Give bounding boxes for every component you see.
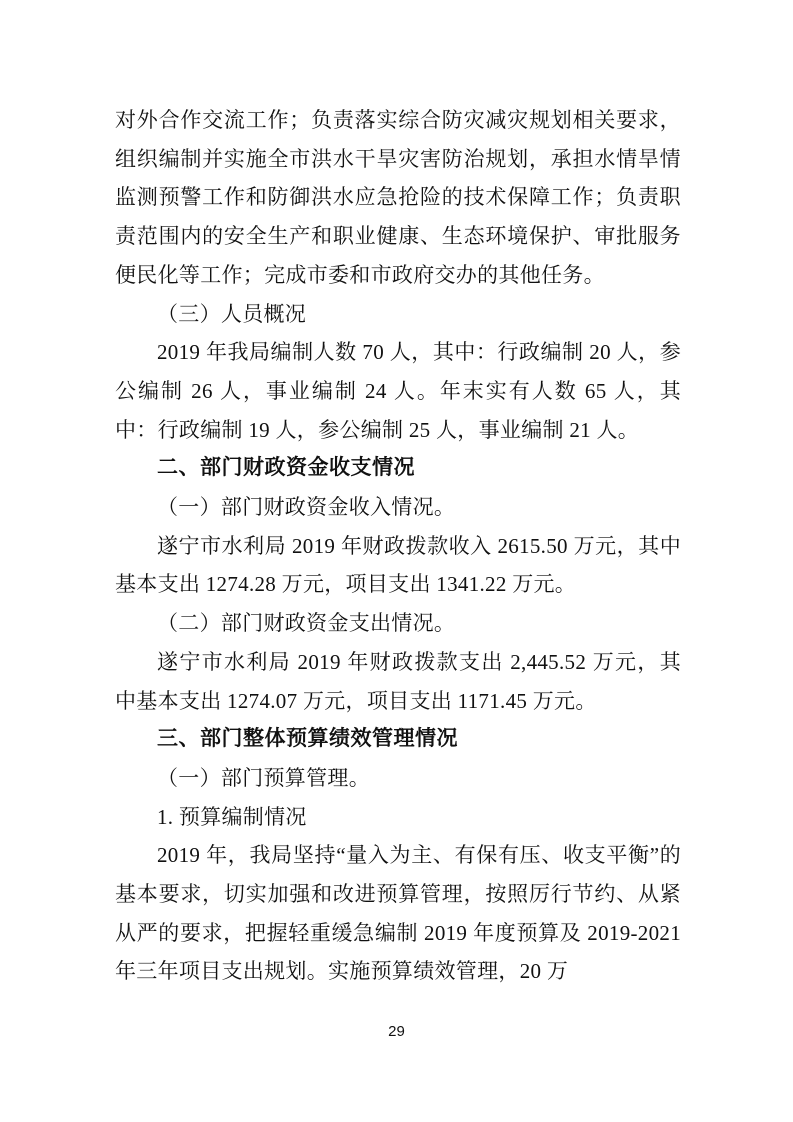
paragraph: 2019 年，我局坚持“量入为主、有保有压、收支平衡”的基本要求，切实加强和改进预算管理，按照厉行节约、从紧从严的要求，把握轻重缓急编制 2019 年度预算及 2019-2021 年三年项目支出规划。实施预算绩效管理，20 万 [115,843,681,984]
section-heading: 二、部门财政资金收支情况 [157,456,415,480]
paragraph: 遂宁市水利局 2019 年财政拨款支出 2,445.52 万元，其中基本支出 1274.07 万元，项目支出 1171.45 万元。 [115,649,681,713]
document-body [115,101,681,991]
page-number: 29 [388,1023,405,1040]
paragraph: 1. 预算编制情况 [157,804,307,829]
paragraph: （一）部门财政资金收入情况。 [157,495,456,520]
paragraph: 2019 年我局编制人数 70 人，其中：行政编制 20 人，参公编制 26 人，事业编制 24 人。年末实有人数 65 人，其中：行政编制 19 人，参公编制 25 人，事业编制 21 人。 [115,340,681,442]
section-heading: 三、部门整体预算绩效管理情况 [157,727,458,751]
paragraph: （二）部门财政资金支出情况。 [157,611,456,636]
paragraph: 对外合作交流工作；负责落实综合防灾减灾规划相关要求，组织编制并实施全市洪水干旱灾害防治规划，承担水情旱情监测预警工作和防御洪水应急抢险的技术保障工作；负责职责范围内的安全生产和职业健康、生态环境保护、审批服务便民化等工作；完成市委和市政府交办的其他任务。 [115,108,681,287]
paragraph: 遂宁市水利局 2019 年财政拨款收入 2615.50 万元，其中基本支出 1274.28 万元，项目支出 1341.22 万元。 [115,533,681,597]
paragraph: （三）人员概况 [157,301,307,326]
paragraph: （一）部门预算管理。 [157,765,370,790]
